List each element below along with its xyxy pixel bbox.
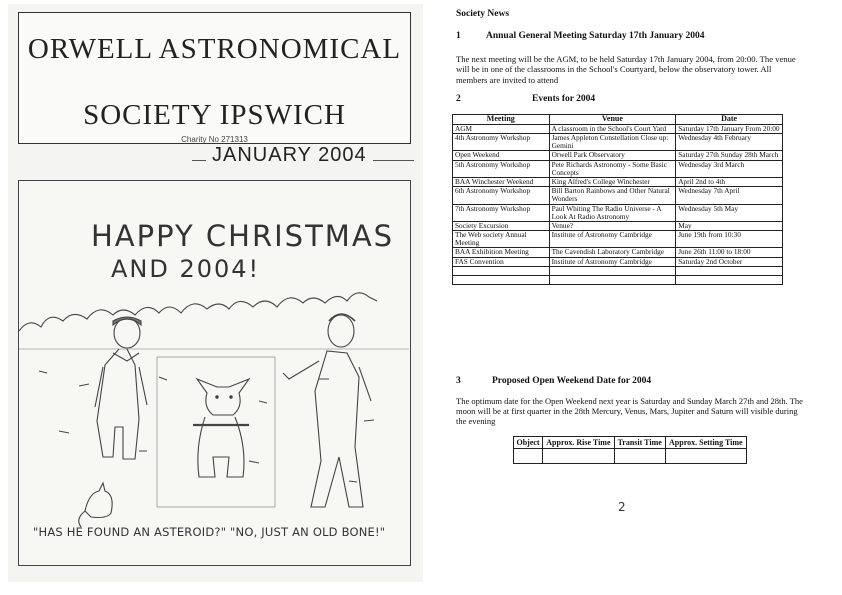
column-header-meeting: Meeting <box>453 115 550 125</box>
meeting-cell: 4th Astronomy Workshop <box>453 134 550 151</box>
left-man-figure <box>95 317 147 459</box>
venue-cell: A classroom in the School's Court Yard <box>549 124 676 133</box>
section-1-body: The next meeting will be the AGM, to be held Saturday 17th January 2004, from 20:00. The venue will be in one of the classrooms in the School's Courtyard, below the observatory tower. All members are invited to attend <box>456 54 796 85</box>
date-cell: May <box>676 221 783 230</box>
masthead-title-line1: ORWELL ASTRONOMICAL <box>27 33 402 65</box>
column-header-setting-time: Approx. Setting Time <box>665 437 746 449</box>
date-cell: June 26th 11:00 to 18:00 <box>676 248 783 257</box>
meeting-cell: BAA Exhibition Meeting <box>453 248 550 257</box>
venue-cell: Pete Richards Astronomy - Some Basic Concepts <box>549 160 676 177</box>
venue-cell: The Cavendish Laboratory Cambridge <box>549 248 676 257</box>
venue-cell: Orwell Park Observatory <box>549 151 676 160</box>
masthead-title-line2: SOCIETY IPSWICH <box>83 99 346 131</box>
meeting-cell: The Web society Annual Meeting <box>453 231 550 248</box>
treeline <box>19 293 377 331</box>
issue-date: JANUARY 2004 <box>206 144 373 167</box>
inner-window <box>157 357 275 507</box>
page-number: 2 <box>618 500 626 514</box>
dog-figure <box>193 379 249 477</box>
date-cell: Wednesday 3rd March <box>676 160 783 177</box>
meeting-cell: Open Weekend <box>453 151 550 160</box>
date-cell: Saturday 2nd October <box>676 257 783 266</box>
venue-cell: Bill Barton Rainbows and Other Natural Wonders <box>549 187 676 204</box>
table-cell <box>514 449 543 464</box>
table-cell <box>614 449 665 464</box>
table-row <box>453 275 783 284</box>
cat-figure <box>79 483 112 527</box>
meeting-cell: 6th Astronomy Workshop <box>453 187 550 204</box>
planet-times-table <box>513 436 747 464</box>
meeting-cell: 5th Astronomy Workshop <box>453 160 550 177</box>
meeting-cell <box>453 275 550 284</box>
venue-cell: Institute of Astronomy Cambridge <box>549 231 676 248</box>
meeting-cell: 7th Astronomy Workshop <box>453 204 550 221</box>
table-row <box>453 204 783 221</box>
table-row <box>514 449 747 464</box>
section-1-heading <box>456 31 705 42</box>
meeting-cell: AGM <box>453 124 550 133</box>
masthead <box>18 12 411 144</box>
venue-cell <box>549 266 676 275</box>
column-header-object: Object <box>514 437 543 449</box>
table-row <box>453 231 783 248</box>
right-man-figure <box>283 314 371 507</box>
table-row <box>453 266 783 275</box>
meeting-cell: Society Excursion <box>453 221 550 230</box>
date-cell: Wednesday 5th May <box>676 204 783 221</box>
planet-table-header <box>514 437 747 449</box>
newsletter-page <box>452 0 837 595</box>
venue-cell: Institute of Astronomy Cambridge <box>549 257 676 266</box>
date-cell: Wednesday 7th April <box>676 187 783 204</box>
date-cell: Saturday 17th January From 20:00 <box>676 124 783 133</box>
section-2-number: 2 <box>456 94 461 104</box>
section-2-heading <box>456 94 595 105</box>
society-news-heading: Society News <box>456 9 510 19</box>
venue-cell: King Alfred's College Winchester <box>549 177 676 186</box>
section-1-title: Annual General Meeting Saturday 17th January 2004 <box>486 31 705 41</box>
table-row <box>453 134 783 151</box>
column-header-date: Date <box>676 115 783 125</box>
section-3-body: The optimum date for the Open Weekend next year is Saturday and Sunday March 27th and 28th. The moon will be at first quarter in the 28th Mercury, Venus, Mars, Jupiter and Saturn will visible during the evening <box>456 396 803 427</box>
charity-number: Charity No 271313 <box>181 135 248 144</box>
cartoon-caption: "HAS HE FOUND AN ASTEROID?" "NO, JUST AN OLD BONE!" <box>33 525 386 539</box>
cover-page <box>8 4 423 582</box>
table-row <box>453 248 783 257</box>
venue-cell: James Appleton Constellation Close up: Gemini <box>549 134 676 151</box>
events-table <box>452 114 783 285</box>
table-cell <box>543 449 615 464</box>
section-1-number: 1 <box>456 31 461 41</box>
section-3-number: 3 <box>456 376 461 386</box>
table-row <box>453 257 783 266</box>
meeting-cell: FAS Convention <box>453 257 550 266</box>
greeting-line1: HAPPY CHRISTMAS <box>91 219 395 253</box>
table-cell <box>665 449 746 464</box>
section-3-title: Proposed Open Weekend Date for 2004 <box>492 376 652 386</box>
column-header-venue: Venue <box>549 115 676 125</box>
table-row <box>453 160 783 177</box>
column-header-rise-time: Approx. Rise Time <box>543 437 615 449</box>
date-cell: June 19th from 10:30 <box>676 231 783 248</box>
meeting-cell <box>453 266 550 275</box>
venue-cell: Venue? <box>549 221 676 230</box>
column-header-transit-time: Transit Time <box>614 437 665 449</box>
date-cell: Saturday 27th Sunday 28th March <box>676 151 783 160</box>
table-row <box>453 151 783 160</box>
greeting-line2: AND 2004! <box>111 255 261 283</box>
meeting-cell: BAA Winchester Weekend <box>453 177 550 186</box>
venue-cell <box>549 275 676 284</box>
date-cell: Wednesday 4th February <box>676 134 783 151</box>
section-2-title: Events for 2004 <box>532 94 596 104</box>
events-table-header <box>453 115 783 125</box>
venue-cell: Paul Whiting The Radio Universe - A Look At Radio Astronomy <box>549 204 676 221</box>
cartoon <box>18 180 411 566</box>
table-row <box>453 187 783 204</box>
date-cell: April 2nd to 4th <box>676 177 783 186</box>
date-cell <box>676 266 783 275</box>
section-3-heading <box>456 376 651 387</box>
date-cell <box>676 275 783 284</box>
